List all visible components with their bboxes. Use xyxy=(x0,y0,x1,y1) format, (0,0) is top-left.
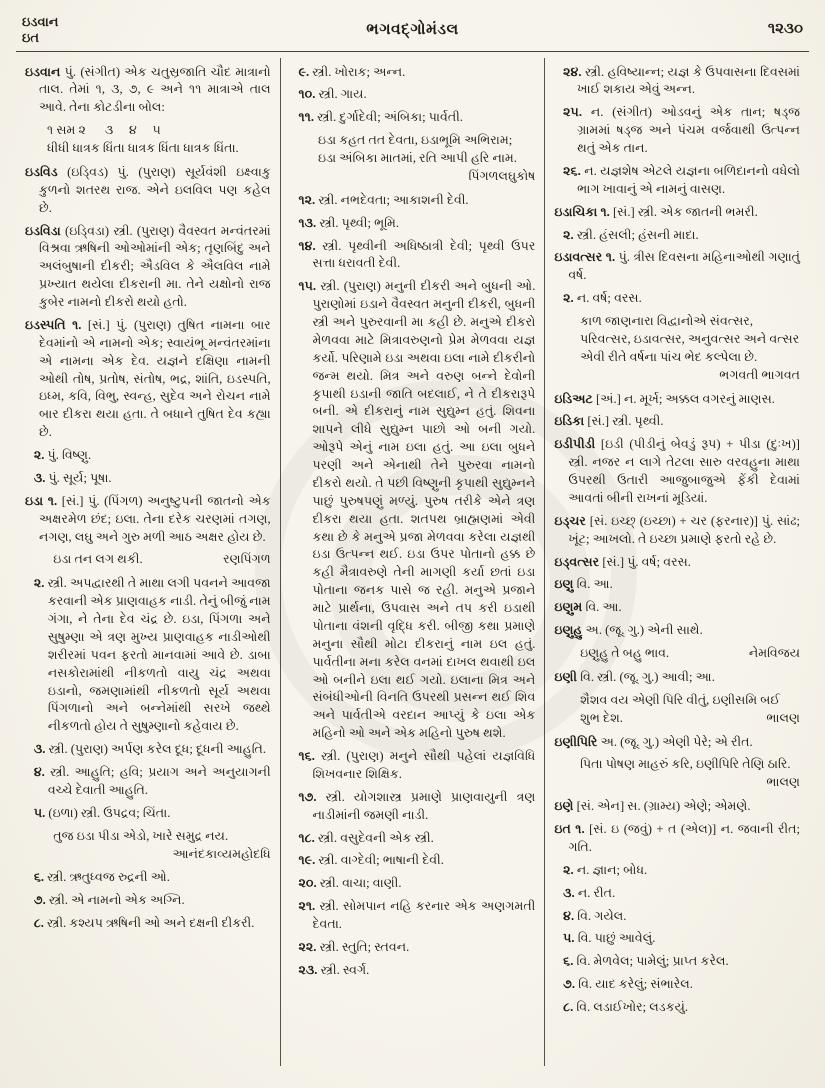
entry: ઇડિકા [સં.] સ્ત્રી. પૃથ્વી. xyxy=(554,414,664,429)
entry: ઇણુ વિ. આ. xyxy=(554,577,613,592)
headword: ઇડીપીડી xyxy=(554,437,601,452)
headword: ૧૧. xyxy=(298,110,318,125)
headword: ૬. xyxy=(33,870,48,885)
headword: ૨૨. xyxy=(298,939,320,954)
headword: ૫. xyxy=(33,805,49,820)
verse-quotation xyxy=(25,122,271,158)
headword: ઇડ્વત્સર xyxy=(554,554,603,569)
verse-quotation xyxy=(31,551,270,569)
headword: ૧૩. xyxy=(298,215,320,230)
headword: ૮. xyxy=(33,916,48,931)
headword: ૧૫. xyxy=(298,279,321,294)
headword: ૨. xyxy=(563,862,577,877)
sense-item: ૧૪. સ્ત્રી. પૃથ્વીની અધિષ્ઠાત્રી દેવી; પૃથ્વી ઉપર સત્તા ધરાવતી દેવી. xyxy=(298,238,536,271)
headword: ૧૬. xyxy=(298,749,322,763)
headword: ઇડસ્પતિ ૧. xyxy=(25,317,88,332)
column-2 xyxy=(280,58,545,1066)
headword: ૨૫. xyxy=(563,105,591,120)
headword: ૨૬. xyxy=(563,163,585,178)
headword: ૩. xyxy=(563,885,578,900)
verse-quotation xyxy=(558,692,800,728)
sense-item: ૭. સ્ત્રી. એ નામનો એક અગ્નિ. xyxy=(33,893,185,908)
sense-item: ૧૧. સ્ત્રી. દુર્ગાદેવી; અંબિકા; પાર્વતી. xyxy=(298,110,463,125)
sense-item: ૨. ન. જ્ઞાન; બોધ. xyxy=(563,862,648,877)
sense-item: ૨૩. સ્ત્રી. સ્વર્ગ. xyxy=(298,962,370,977)
guide-word-last: ઇત xyxy=(22,30,39,46)
headword: ૪. xyxy=(563,908,578,923)
sense-item: ૬. વિ. મેળવેલ; પામેલું; પ્રાપ્ત કરેલ. xyxy=(563,954,729,969)
verse-line: ઇડા તન લગ થકી. રણપિંગળ xyxy=(53,551,270,569)
headword: ૨. xyxy=(563,291,577,306)
headword: ઇણી xyxy=(554,669,581,684)
entry: ઇડ્વત્સર [સં.] પું. વર્ષ; વરસ. xyxy=(554,554,691,569)
sense-item: ૧૨. સ્ત્રી. નભદેવતા; આકાશની દેવી. xyxy=(298,192,469,207)
verse-line: ઇડા કહત તત દેવતા, ઇડાભૂમિ અભિરામ; xyxy=(317,133,513,148)
entry: ઇડા ૧. [સં.] પું. (પિંગળ) અનુષ્ટુપની જાતનો એક અક્ષરમેળ છંદ; ઇલા. તેના દરેક ચરણમાં તગણ, નગણ, લઘુ અને ગુરુ મળી આઠ અક્ષર હોય છે. xyxy=(25,493,271,544)
sense-item: ૧૫. સ્ત્રી. (પુરાણ) મનુની દીકરી અને બુધની ઓ. પુરાણોમાં ઇડાને વૈવસ્વત મનુની દીકરી, બુધની સ્ત્રી અને પુરુરવાની મા કહી છે. મનુએ દીકરો મેળવવા માટે મિત્રાવરુણનો પ્રેમ મેળવવા યજ્ઞ કર્યો. પરિણામે ઇડા અથવા ઇલા નામે દીકરીનો જન્મ થયો. મિત્ર અને વરુણ બન્ને દેવોની કૃપાથી ઇડાની જાતિ બદલાઈ, ને તે દીકરારૂપે બની. એ દીકરાનું નામ સુદ્યુમ્ન હતું. શિવના શાપને લીધે સુદ્યુમ્ન પાછો ઓ બની ગયો. ઓરૂપે એનું નામ ઇલા હતું. આ ઇલા બુધને પરણી અને એનાથી તેને પુરુરવા નામનો દીકરો થયો. તે પછી વિષ્ણુની કૃપાથી સુદ્યુમ્નને પાછું પુરુષપણું મળ્યું. પુરુષ તરીકે એને ત્રણ દીકરા થયા હતા. શતપથ બ્રાહ્મણમાં એવી કથા છે કે મનુએ પ્રજા મેળવવા કરેલા યજ્ઞથી ઇડા ઉત્પન્ન થઈ. ઇડા ઉપર પોતાનો હક્ક છે કહી મૈત્રાવરુણે તેની માગણી કર્યા છતાં ઇડા પોતાના જનક પાસે જ રહી. મનુએ પ્રજાને માટે પ્રાર્થના, ઉપવાસ અને તપ કરી ઇડાથી પોતાના વંશની વૃદ્ધિ કરી. બીજી કથા પ્રમાણે મનુના સૌથી મોટા દીકરાનું નામ ઇલ હતું. પાર્વતીના મના કરેલ વનમાં દાખલ થવાથી ઇલ ઓ બનીને ઇલા થઈ ગયો. ઇલાના મિત્ર અને સંબંધીઓની વિનતિ ઉપરથી પ્રસન્ન થઈ શિવ અને પાર્વતીએ વરદાન આપ્યું કે ઇલા એક મહિનો ઓ અને એક મહિનો પુરુષ થશે. xyxy=(298,279,536,741)
verse-quotation xyxy=(558,313,803,385)
entry: ઇણુમ વિ. આ. xyxy=(554,600,622,615)
headword: ૫. xyxy=(563,931,578,946)
headword: ઇત ૧. xyxy=(554,822,590,836)
sense-item: ૫. (ઇળા) સ્ત્રી. ઉપદ્રવ; ચિંતા. xyxy=(33,805,171,820)
verse-source: આનંદકાવ્યમહોદધિ xyxy=(172,846,271,861)
sense-item: ૪. વિ. ગયેલ. xyxy=(563,908,627,923)
entry: ઇણે [સં. એન] સ. (ગ્રામ્ય) એણે; એમણે. xyxy=(554,799,751,814)
headword: ૧૦. xyxy=(298,87,319,102)
entry: ઇડિઅટ [અં.] ન. મૂર્ખ; અક્કલ વગરનું માણસ. xyxy=(554,391,775,406)
verse-line: ઇણુહુ તે બહુ ભાવ. નેમવિજય xyxy=(580,645,800,663)
entry: ઇડસ્પતિ ૧. [સં.] પું. (પુરાણ) તુષિત નામના બાર દેવમાંનો એ નામનો એક; સ્વાયંભૂ મન્વંતરમાંના એ નામના એક દેવ. યજ્ઞને દક્ષિણા નામની ઓથી તોષ, પ્રતોષ, સંતોષ, ભદ્ર, શાંતિ, ઇડસ્પતિ, ઇધ્મ, કવિ, વિભુ, સ્વન્હ, સુદેવ અને રોચન નામે બાર દીકરા થયા હતા. તે બધાને તુષિત દેવ કહ્યા છે. xyxy=(25,317,271,440)
sense-item: ૪. સ્ત્રી. આહુતિ; હવિ; પ્રયાગ અને અનુયાગની વચ્ચે દેવાતી આહુતિ. xyxy=(33,765,271,797)
headword: ૭. xyxy=(33,893,49,908)
headword: ઇડવાન xyxy=(25,64,65,79)
verse-source: પિંગળલઘુકોષ xyxy=(468,168,536,183)
sense-item: ૨૫. ન. (સંગીત) ઓડવનું એક તાન; ષડ્જ ગ્રામમાં ષડ્જ અને પંચમ વર્જવાથી ઉત્પન્ન થતું એક તાન. xyxy=(563,105,801,155)
sense-item: ૨. સ્ત્રી. અપદ્વારથી તે માથા લગી પવનને આવજા કરવાની એક પ્રાણવાહક નાડી. તેનું બીજું નામ ગંગા, ને તેના દેવ ચંદ્ર છે. ઇડા, પિંગળા અને સુષુમ્ણા એ ત્રણ મુખ્ય પ્રાણવાહક નાડીઓથી શરીરમાં પવન ફરતો માનવામાં આવે છે. ડાબા નસકોરામાંથી નીકળતો વાયુ ચંદ્ર અથવા ઇડાનો, જમણામાંથી નીકળતો સૂર્ય અથવા પિંગળાનો અને બન્નેમાંથી સરખે જથ્થે નીકળતો હોય તે સુષુમ્ણાનો કહેવાય છે. xyxy=(33,576,271,734)
headword: ૨. xyxy=(33,576,48,591)
headword: ૨૧. xyxy=(298,899,320,914)
sense-item: ૧૩. સ્ત્રી. પૃથ્વી; ભૂમિ. xyxy=(298,215,400,230)
entry: ઇણુહુ અ. (જૂ. ગુ.) એની સાથે. xyxy=(554,623,703,638)
sense-item: ૨૨. સ્ત્રી. સ્તુતિ; સ્તવન. xyxy=(298,939,410,954)
headword: ઇણીપિરિ xyxy=(554,734,601,749)
sense-item: ૧૮. સ્ત્રી. વસુદેવની એક સ્ત્રી. xyxy=(298,830,434,845)
sense-item: ૩. સ્ત્રી. (પુરાણ) અર્પણ કરેલ દૂધ; દૂધની આહુતિ. xyxy=(33,742,267,757)
text-columns xyxy=(16,58,809,1066)
headword: ઇણુ xyxy=(554,577,577,592)
headword: ઇડવિડ xyxy=(25,164,68,179)
sense-item: ૧૭. સ્ત્રી. યોગશાસ્ત્ર પ્રમાણે પ્રાણવાયુની ત્રણ નાડીમાંની જમણી નાડી. xyxy=(298,789,536,822)
verse-line: ૧ સમ ૨ ૩ ૪ ૫ xyxy=(47,123,161,138)
headword: ઇણુમ xyxy=(554,600,586,615)
verse-quotation xyxy=(558,645,800,663)
entry: ઇડવિડ (ઇડ્વિડ) પું. (પુરાણ) સૂર્યવંશી ઇક્ષ્વાકુ કુળનો શતરથ રાજ. એને ઇલવિલ પણ કહેલ છે. xyxy=(25,164,271,215)
headword: ૨૩. xyxy=(298,962,321,977)
page-number: ૧૨૩૦ xyxy=(767,21,803,37)
headword: ૩. xyxy=(33,470,49,485)
headword: ઇડિકા xyxy=(554,414,588,429)
verse-line: શૈશવ વય એણી પિરિ વીતું, ઇણીસમિ બઈ xyxy=(580,692,781,707)
headword: ૧૪. xyxy=(298,238,323,253)
sense-item: ૨૦. સ્ત્રી. વાચા; વાણી. xyxy=(298,876,402,891)
headword: ઇડ્ચર xyxy=(554,513,590,528)
sense-item: ૧૯. સ્ત્રી. વાગ્દેવી; ભાષાની દેવી. xyxy=(298,853,444,868)
verse-quotation xyxy=(558,756,800,792)
headword: ઇડાચિકા ૧. xyxy=(554,204,613,219)
headword: ૧૯. xyxy=(298,853,319,868)
sense-item: ૨૪. સ્ત્રી. હવિષ્યાન્ન; યજ્ઞ કે ઉપવાસના દિવસમાં ખાઈ શકાય એવું અન્ન. xyxy=(563,64,801,97)
verse-line: તુજ ઇડા પીડા એડો, ખારે સમુદ્ર નય. xyxy=(53,828,229,843)
headword: ૯. xyxy=(298,64,313,79)
verse-source: નેમવિજય xyxy=(748,646,801,660)
headword: ૩. xyxy=(33,742,49,757)
verse-line: ધીધી ધાત્રક ધિંતા ધાત્રક ધિંતા ધાત્રક ધિંતા. xyxy=(47,141,239,155)
headword: ઇડા ૧. xyxy=(25,493,62,508)
headword: ૪. xyxy=(33,765,51,779)
headword: ૧૨. xyxy=(298,192,319,207)
guide-words xyxy=(22,14,366,47)
verse-line: કાળ જાણનારા વિદ્વાનોએ સંવત્સર, પરિવત્સર, ઇડાવત્સર, અનુવત્સર અને વત્સર એવી રીતે વર્ષના પાંચ ભેદ કલ્પેલા છે. xyxy=(580,314,803,364)
entry: ઇડવિડા (ઇડ્વિડા) સ્ત્રી. (પુરાણ) વૈવસ્વત મન્વંતરમાં વિશ્રવા ઋષિની ઓઓમાંની એક; તૃણબિંદુ અને અલંબુષાની દીકરી; ઐડવિલ કે ઐલવિલ નામે પ્રખ્યાત થયેલા દીકરાની મા. તેને યક્ષોનો રાજ કુબેર નામનો દીકરો થયો હતો. xyxy=(25,223,271,309)
entry: ઇડીપીડી [ઇડી (પીડીનું બેવડું રૂપ) + પીડા (દુઃખ)] સ્ત્રી. નજર ન લાગે તેટલા સારુ વરવહુના માથા ઉપરથી ઉતારી આજુબાજુએ ફેંકી દેવામાં આવતાં બીની રાખનાં મૂડિયાં. xyxy=(554,437,801,505)
headword: ઇણે xyxy=(554,799,577,814)
book-title: ભગવદ્ગોમંડલ xyxy=(366,21,459,39)
headword: ઇડિઅટ xyxy=(554,391,596,406)
sense-item: ૨. પું. વિષ્ણુ. xyxy=(33,448,92,462)
sense-item: ૫. વિ. પાછું આવેલું. xyxy=(563,931,656,946)
sense-item: ૩. પું. સૂર્ય; પૂષા. xyxy=(33,470,112,485)
sense-item: ૧૬. સ્ત્રી. (પુરાણ) મનુને સૌથી પહેલાં યજ્ઞવિધિ શિખવનાર શિક્ષિક. xyxy=(298,749,536,781)
headword: ૭. xyxy=(563,977,579,992)
headword: ૨૪. xyxy=(563,64,585,79)
entry: ઇડાચિકા ૧. [સં.] સ્ત્રી. એક જાતની ભમરી. xyxy=(554,204,758,219)
sense-item: ૧૦. સ્ત્રી. ગાય. xyxy=(298,87,367,102)
verse-line: ઇડા અંબિકા માતમાં, રતિ આપી હરિ નામ. xyxy=(317,151,517,165)
headword: ૮. xyxy=(563,1000,577,1014)
headword: ૧૮. xyxy=(298,830,318,845)
sense-item: ૮. વિ. લડાઈખોર; લડકયું. xyxy=(563,1000,689,1014)
sense-item: ૬. સ્ત્રી. ઋતુધ્વજ રુદ્રની ઓ. xyxy=(33,870,170,885)
headword: ૨. xyxy=(563,227,577,242)
entry: ઇત ૧. [સં. ઇ (જવું) + ત (એલ)] ન. જવાની રીત; ગતિ. xyxy=(554,822,801,854)
sense-item: ૩. ન. રીત. xyxy=(563,885,616,900)
verse-source: ભાલણ xyxy=(766,775,801,790)
sense-item: ૭. વિ. યાદ કરેલું; સંભારેલ. xyxy=(563,977,693,992)
sense-item: ૨૬. ન. યજ્ઞશેષ એટલે યજ્ઞના બળિદાનનો વધેલો ભાગ ખાવાનું એ નામનું વાસણ. xyxy=(563,163,801,196)
headword: ઇણુહુ xyxy=(554,623,586,638)
page-header xyxy=(16,14,809,52)
entry: ઇણી વિ. સ્ત્રી. (જૂ. ગુ.) આવી; આ. xyxy=(554,669,715,684)
verse-source: રણપિંગળ xyxy=(223,552,271,567)
sense-item: ૮. સ્ત્રી. કશ્યપ ઋષિની ઓ અને દક્ષની દીકરી. xyxy=(33,916,255,931)
sense-item: ૨૧. સ્ત્રી. સોમપાન નહિ કરનાર એક અણગમતી દેવતા. xyxy=(298,899,536,931)
sense-item: ૨. સ્ત્રી. હંસલી; હંસની માદા. xyxy=(563,227,699,242)
column-1 xyxy=(16,58,280,1066)
headword: ૧૭. xyxy=(298,789,326,804)
sense-item: ૯. સ્ત્રી. ખોરાક; અન્ન. xyxy=(298,64,406,79)
verse-quotation xyxy=(296,132,535,186)
headword: ૬. xyxy=(563,954,577,969)
entry: ઇડ્ચર [સં. ઇચ્છ્ (ઇચ્છા) + ચર (ફરનાર)] પું. સાંઢ; ખૂંટ; આખલો. તે ઇચ્છા પ્રમાણે ફરતો રહે છે. xyxy=(554,513,801,546)
headword: ઇડાવત્સર ૧. xyxy=(554,250,619,265)
column-3 xyxy=(544,58,809,1066)
verse-source: ભગવતી ભાગવત xyxy=(719,367,801,382)
guide-word-first: ઇડવાન xyxy=(22,14,59,29)
entry: ઇડાવત્સર ૧. પું. ત્રીસ દિવસના મહિનાઓથી ગણાતું વર્ષ. xyxy=(554,250,801,283)
headword: ઇડવિડા xyxy=(25,223,66,238)
verse-source: ભાલણ xyxy=(766,710,801,725)
headword: ૨. xyxy=(33,448,48,462)
verse-line: પિતા પોષણ માહરું કરિ, ઇણીપિરિ તેણિ ઠારિ. xyxy=(580,757,791,772)
verse-quotation xyxy=(31,828,270,864)
entry: ઇડવાન પું. (સંગીત) એક ચતુસ્રજાતિ ચૌદ માત્રાનો તાલ. તેમાં ૧, ૩, ૭, ૯ અને ૧૧ માત્રાએ તાલ આવે. તેના કોટડીના બોલ: xyxy=(25,64,271,115)
headword: ૨૦. xyxy=(298,876,320,891)
entry: ઇણીપિરિ અ. (જૂ. ગુ.) એણી પેરે; એ રીત. xyxy=(554,734,753,749)
sense-item: ૨. ન. વર્ષ; વરસ. xyxy=(563,291,642,306)
verse-line: શુભ દેશ. ભાલણ xyxy=(580,710,800,728)
